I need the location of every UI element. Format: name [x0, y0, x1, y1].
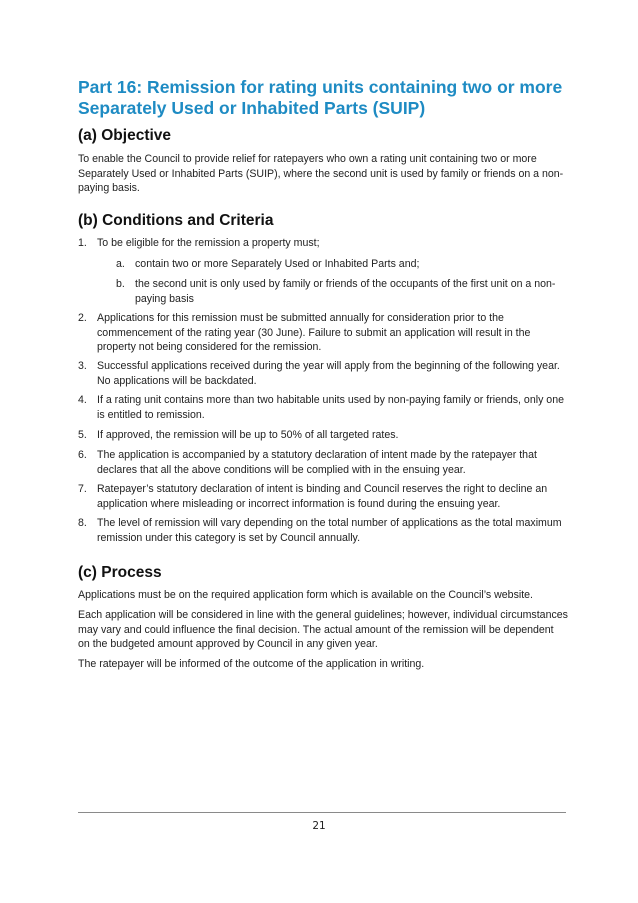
- condition-text: Applications for this remission must be submitted annually for consideration prior to the commencement of the rating year (30 June). Failure to submit an application will result in the property not being considered for the remission.: [97, 312, 531, 353]
- condition-number: 1.: [78, 237, 87, 249]
- condition-text: If approved, the remission will be up to 50% of all targeted rates.: [97, 429, 399, 441]
- objective-text: To enable the Council to provide relief for ratepayers who own a rating unit containing two or more Separately Used or Inhabited Parts (SUIP), where the second unit is used by family or friends on a non-paying basis.: [78, 153, 564, 194]
- subcondition-letter: a.: [116, 258, 125, 270]
- condition-text: Ratepayer’s statutory declaration of intent is binding and Council reserves the right to decline an application where misleading or incorrect information is found during the ensuing year.: [97, 483, 548, 510]
- page-number: 21: [312, 820, 326, 832]
- condition-text: Successful applications received during the year will apply from the beginning of the following year. No applications will be backdated.: [97, 360, 560, 387]
- process-paragraph: The ratepayer will be informed of the outcome of the application in writing.: [78, 658, 425, 670]
- objective-heading: (a) Objective: [78, 127, 172, 144]
- subcondition-text: the second unit is only used by family or friends of the occupants of the first unit on a non-paying basis: [135, 278, 556, 305]
- process-paragraph: Applications must be on the required application form which is available on the Council’s website.: [78, 589, 533, 601]
- condition-number: 3.: [78, 360, 87, 372]
- condition-text: The application is accompanied by a statutory declaration of intent made by the ratepayer that declares that all the above conditions will be complied with in the ensuing year.: [97, 449, 537, 476]
- condition-number: 2.: [78, 312, 87, 324]
- condition-number: 7.: [78, 483, 87, 495]
- conditions-heading: (b) Conditions and Criteria: [78, 212, 274, 229]
- footer-divider: [78, 812, 566, 813]
- part-title: Part 16: Remission for rating units containing two or more Separately Used or Inhabited Parts (SUIP): [78, 77, 563, 118]
- condition-text: If a rating unit contains more than two habitable units used by non-paying family or friends, only one is entitled to remission.: [97, 394, 564, 421]
- condition-number: 6.: [78, 449, 87, 461]
- condition-number: 8.: [78, 517, 87, 529]
- process-paragraph: Each application will be considered in line with the general guidelines; however, individual circumstances may vary and could influence the final decision. The actual amount of the remission will be dependent on the budgeted amount approved by Council in any given year.: [78, 609, 568, 650]
- condition-number: 4.: [78, 394, 87, 406]
- subcondition-text: contain two or more Separately Used or Inhabited Parts and;: [135, 258, 420, 270]
- subcondition-letter: b.: [116, 278, 125, 290]
- condition-text: The level of remission will vary depending on the total number of applications as the total maximum remission under this category is set by Council annually.: [97, 517, 562, 544]
- process-heading: (c) Process: [78, 564, 162, 581]
- condition-text: To be eligible for the remission a property must;: [97, 237, 320, 249]
- condition-number: 5.: [78, 429, 87, 441]
